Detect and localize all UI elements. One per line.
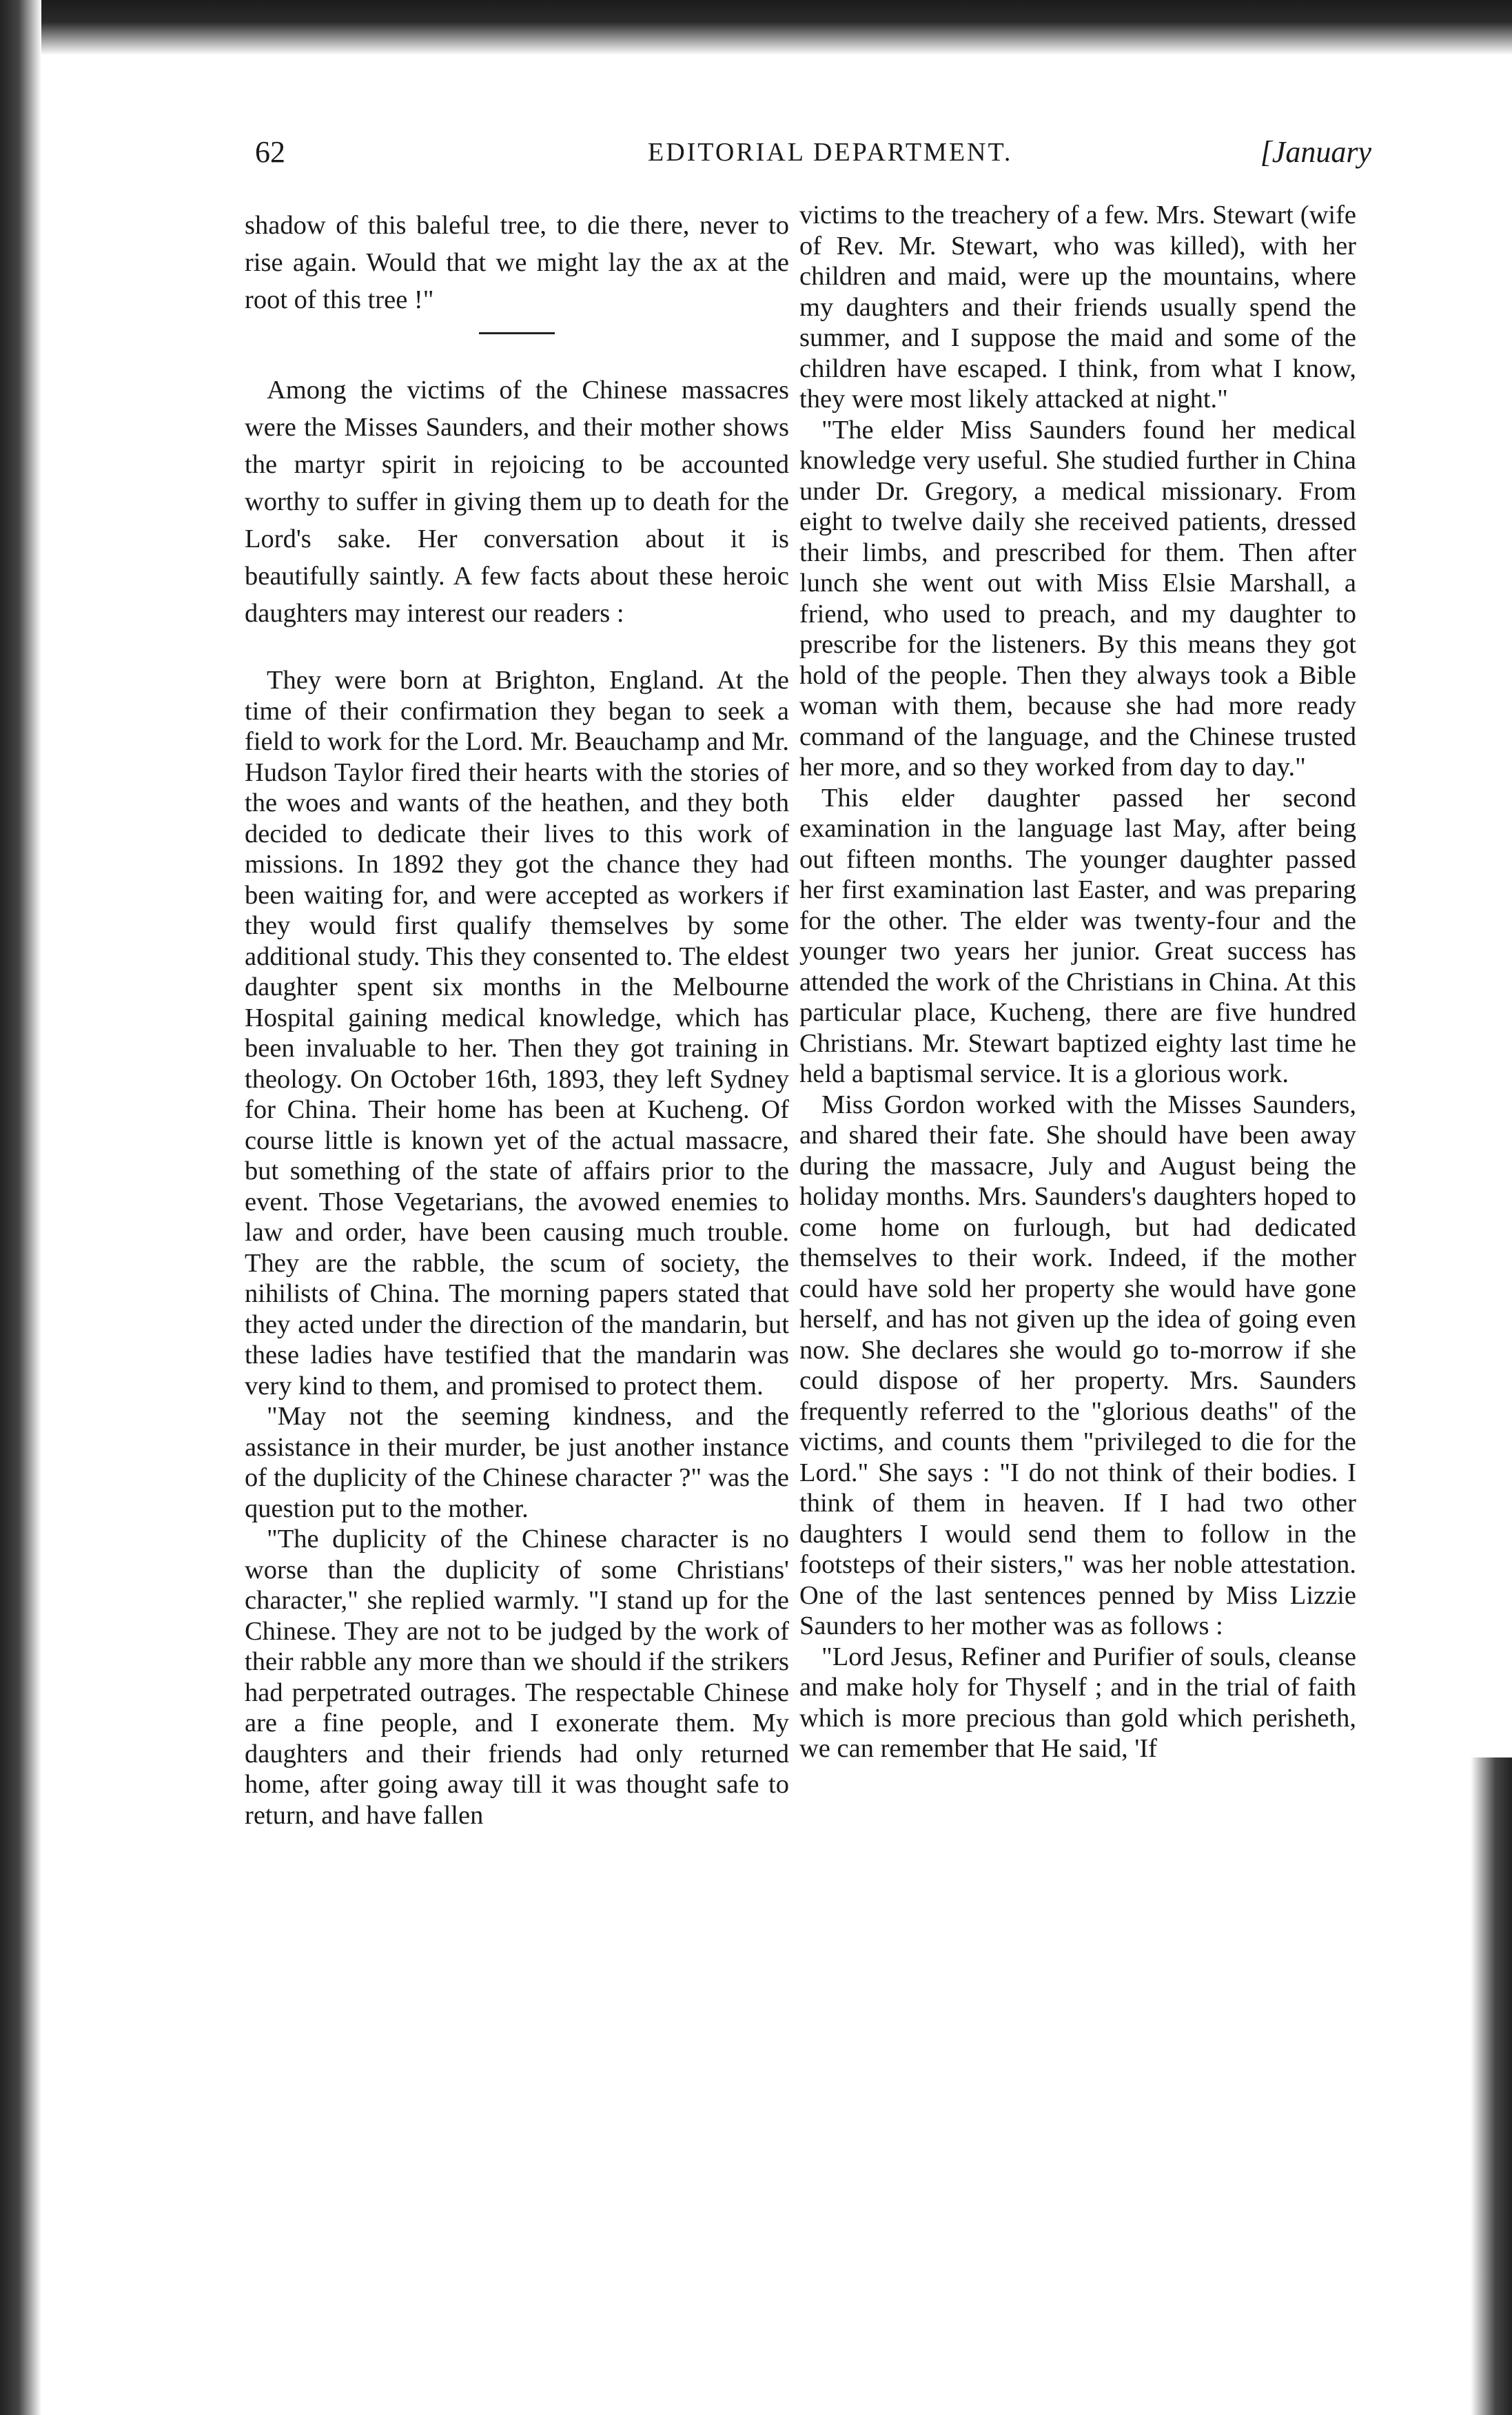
section-title: EDITORIAL DEPARTMENT. <box>648 138 1013 167</box>
body-paragraph: victims to the treachery of a few. Mrs. Stewart (wife of Rev. Mr. Stewart, who was killed), with her children and maid, were up the mountains, where my daughters and their friends usually spend the summer, and I suppose the maid and some of the children have escaped. I think, from what I know, they were most likely attacked at night." <box>799 201 1356 414</box>
body-paragraph: "Lord Jesus, Refiner and Purifier of souls, cleanse and make holy for Thyself ; and in the trial of faith which is more precious than gold which perisheth, we can remember that He said, 'If <box>799 1642 1356 1763</box>
paragraph-gap <box>245 632 789 665</box>
section-divider <box>479 332 555 334</box>
lead-paragraph: Among the victims of the Chinese massacres were the Misses Saunders, and their mother shows the martyr spirit in rejoicing to be accounted worthy to suffer in giving them up to death for the Lord's sake. Her conversation about it is beautifully saintly. A few facts about these heroic daughters may interest our readers : <box>245 376 789 628</box>
scan-left-edge <box>0 0 41 2415</box>
body-paragraph: Miss Gordon worked with the Misses Saunders, and shared their fate. She should have been away during the massacre, July and August being the holiday months. Mrs. Saunders's daughters hoped to come home on furlough, but had dedicated themselves to their work. Indeed, if the mother could have sold her property she would have gone herself, and has not given up the idea of going even now. She declares she would go to-morrow if she could dispose of her property. Mrs. Saunders frequently referred to the "glorious deaths" of the victims, and counts them "privileged to die for the Lord." She says : "I do not think of their bodies. I think of them in heaven. If I had two other daughters I would send them to follow in the footsteps of their sisters," was her noble attestation. One of the last sentences penned by Miss Lizzie Saunders to her mother was as follows : <box>799 1090 1356 1640</box>
intro-end-paragraph: shadow of this baleful tree, to die there, never to rise again. Would that we might lay the ax at the root of this tree !" <box>245 211 789 314</box>
scan-top-edge <box>0 0 1512 55</box>
page-number: 62 <box>255 135 285 169</box>
body-paragraph: "The duplicity of the Chinese character is no worse than the duplicity of some Christians' character," she replied warmly. "I stand up for the Chinese. They are not to be judged by the work of their rabble any more than we should if the strikers had perpetrated outrages. The respectable Chinese are a fine people, and I exonerate them. My daughters and their friends had only returned home, after going away till it was thought safe to return, and have fallen <box>245 1525 789 1830</box>
body-paragraph: This elder daughter passed her second examination in the language last May, after being out fifteen months. The younger daughter passed her first examination last Easter, and was preparing for the other. The elder was twenty-four and the younger two years her junior. Great success has attended the work of the Christians in China. At this particular place, Kucheng, there are five hundred Christians. Mr. Stewart baptized eighty last time he held a baptismal service. It is a glorious work. <box>799 783 1356 1088</box>
left-column <box>245 207 789 1831</box>
body-paragraph: "The elder Miss Saunders found her medical knowledge very useful. She studied further in China under Dr. Gregory, a medical missionary. From eight to twelve daily she received patients, dressed their limbs, and prescribed for them. Then after lunch she went out with Miss Elsie Marshall, a friend, who used to preach, and my daughter to prescribe for the listeners. By this means they got hold of the people. Then they always took a Bible woman with them, because she had more ready command of the language, and the Chinese trusted her more, and so they worked from day to day." <box>799 415 1356 782</box>
body-paragraph: They were born at Brighton, England. At the time of their confirmation they began to seek a field to work for the Lord. Mr. Beauchamp and Mr. Hudson Taylor fired their hearts with the stories of the woes and wants of the heathen, and they both decided to dedicate their lives to this work of missions. In 1892 they got the chance they had been waiting for, and were accepted as workers if they would first qualify themselves by some additional study. This they consented to. The eldest daughter spent six months in the Melbourne Hospital gaining medical knowledge, which has been invaluable to her. Then they got training in theology. On October 16th, 1893, they left Sydney for China. Their home has been at Kucheng. Of course little is known yet of the actual massacre, but something of the state of affairs prior to the event. Those Vegetarians, the avowed enemies to law and order, have been causing much trouble. They are the rabble, the scum of society, the nihilists of China. The morning papers stated that they acted under the direction of the mandarin, but these ladies have testified that the mandarin was very kind to them, and promised to protect them. <box>245 666 789 1400</box>
body-paragraph: "May not the seeming kindness, and the assistance in their murder, be just another instance of the duplicity of the Chinese character ?" was the question put to the mother. <box>245 1402 789 1523</box>
month-label: [January <box>1260 135 1371 169</box>
running-header <box>255 134 1371 183</box>
scan-right-edge <box>1471 1757 1512 2415</box>
right-column <box>799 200 1356 1764</box>
